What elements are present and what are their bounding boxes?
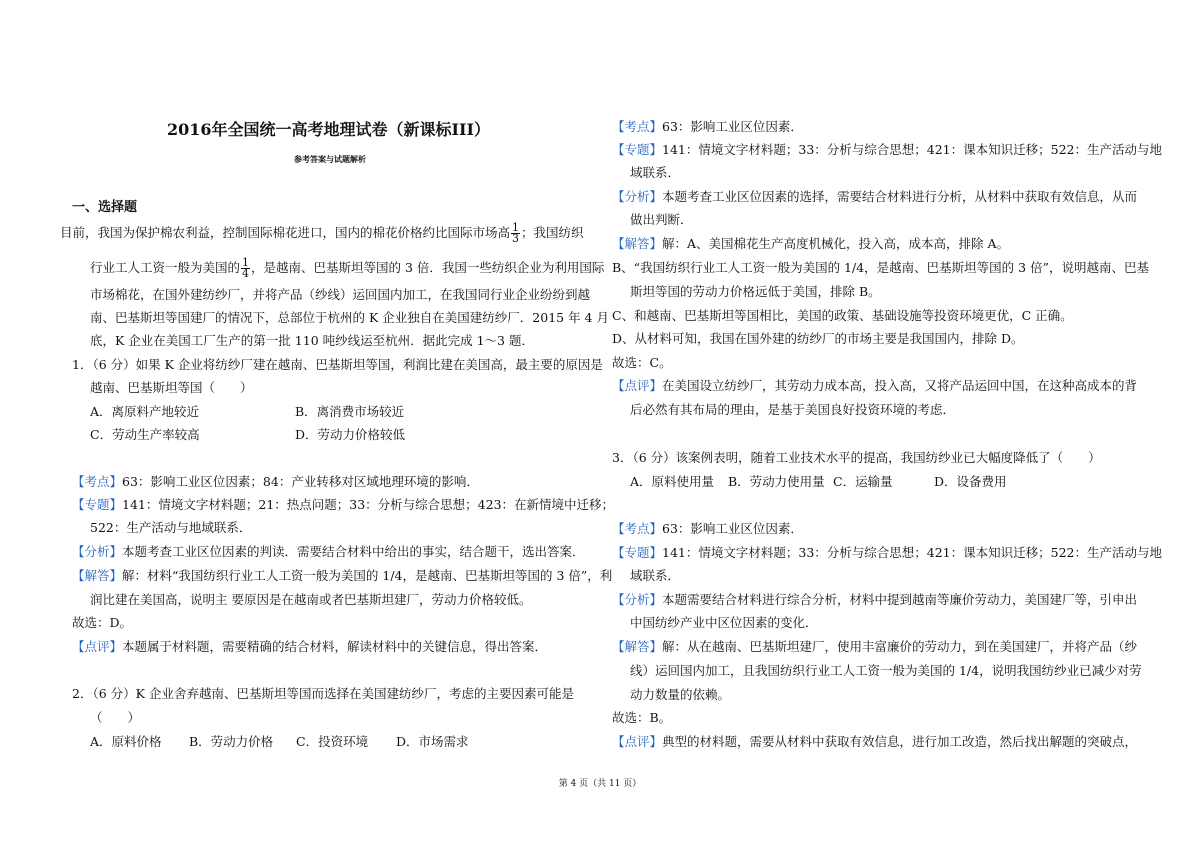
q2-dianping: 【点评】在美国设立纺纱厂，其劳动力成本高，投入高，又将产品运回中国，在这种高成本的背 <box>612 378 1138 393</box>
q2-option-d: D．市场需求 <box>396 734 469 749</box>
q3-jieda-cont-1: 线）运回国内加工，且我国纺织行业工人工资一般为美国的 1/4，说明我国纺纱业已减少对劳 <box>630 663 1142 678</box>
q3-zhuanti: 【专题】141：情境文字材料题；33：分析与综合思想；421：课本知识迁移；522：生产活动与地 <box>612 545 1162 560</box>
q2-fenxi-cont: 做出判断． <box>630 212 693 227</box>
q3-stem: 3．（6 分）该案例表明，随着工业技术水平的提高，我国纺纱业已大幅度降低了（ ） <box>612 450 1101 465</box>
q1-kaodian: 【考点】63：影响工业区位因素；84：产业转移对区域地理环境的影响． <box>72 474 479 489</box>
material-line-1: 目前，我国为保护棉农利益，控制国际棉花进口，国内的棉花价格约比国际市场高 $\frac{1}{3}$ ；我国纺织 <box>60 221 584 245</box>
q1-option-d: D．劳动力价格较低 <box>295 427 406 442</box>
q2-option-b: B．劳动力价格 <box>189 734 274 749</box>
q1-zhuanti-cont: 522：生产活动与地域联系． <box>90 520 252 535</box>
q2-fenxi: 【分析】本题考查工业区位因素的选择，需要结合材料进行分析，从材料中获取有效信息，从而 <box>612 189 1138 204</box>
q2-jieda-c: C、和越南、巴基斯坦等国相比，美国的政策、基础设施等投资环境更优，C 正确。 <box>612 308 1073 323</box>
q1-fenxi: 【分析】本题考查工业区位因素的判读．需要结合材料中给出的事实，结合题干，选出答案． <box>72 544 585 559</box>
q3-fenxi-cont: 中国纺纱产业中区位因素的变化． <box>630 615 818 630</box>
q2-stem-line-1: 2．（6 分）K 企业舍弃越南、巴基斯坦等国而选择在美国建纺纱厂，考虑的主要因素可能是 <box>72 686 574 701</box>
q3-dianping: 【点评】典型的材料题，需要从材料中获取有效信息，进行加工改造，然后找出解题的突破点， <box>612 734 1138 749</box>
page-title: 2016年全国统一高考地理试卷（新课标III） <box>167 120 490 139</box>
q2-option-c: C．投资环境 <box>296 734 369 749</box>
q1-option-b: B．离消费市场较近 <box>295 404 405 419</box>
q1-dianping: 【点评】本题属于材料题，需要精确的结合材料，解读材料中的关键信息，得出答案． <box>72 639 548 654</box>
q2-jieda-b-cont: 斯坦等国的劳动力价格远低于美国，排除 B。 <box>630 284 881 299</box>
q1-choice: 故选：D。 <box>72 615 133 630</box>
page-subtitle: 参考答案与试题解析 <box>294 154 366 164</box>
material-line-3: 市场棉花，在国外建纺纱厂，并将产品（纱线）运回国内加工，在我国同行业企业纷纷到越 <box>90 287 591 302</box>
q3-choice: 故选：B。 <box>612 710 672 725</box>
q3-option-c: C．运输量 <box>833 474 893 489</box>
q1-jieda-cont: 润比建在美国高，说明主 要原因是在越南或者巴基斯坦建厂，劳动力价格较低。 <box>90 592 532 607</box>
q2-zhuanti: 【专题】141：情境文字材料题；33：分析与综合思想；421：课本知识迁移；522：生产活动与地 <box>612 142 1162 157</box>
q3-option-b: B．劳动力使用量 <box>728 474 825 489</box>
q3-option-d: D．设备费用 <box>934 474 1007 489</box>
q2-jieda-d: D、从材料可知，我国在国外建的纺纱厂的市场主要是我国国内，排除 D。 <box>612 331 1024 346</box>
q1-stem-line-2: 越南、巴基斯坦等国（ ） <box>90 380 253 395</box>
q3-kaodian: 【考点】63：影响工业区位因素． <box>612 521 803 536</box>
q2-option-a: A．原料价格 <box>90 734 162 749</box>
q3-jieda-cont-2: 动力数量的依赖。 <box>630 687 731 702</box>
page-footer: 第 4 页（共 11 页） <box>558 779 642 789</box>
material-line-2: 行业工人工资一般为美国的 $\frac{1}{4}$ ，是越南、巴基斯坦等国的 3 倍．我国一些纺织企业为利用国际 <box>90 256 605 280</box>
q1-option-a: A．离原料产地较近 <box>90 404 200 419</box>
q2-jieda: 【解答】解：A、美国棉花生产高度机械化，投入高，成本高，排除 A。 <box>612 236 1010 251</box>
q2-jieda-b: B、“我国纺织行业工人工资一般为美国的 1/4，是越南、巴基斯坦等国的 3 倍”，说明越南、巴基 <box>612 260 1149 275</box>
q2-choice: 故选：C。 <box>612 355 672 370</box>
q1-jieda: 【解答】解：材料“我国纺织行业工人工资一般为美国的 1/4，是越南、巴基斯坦等国的 3 倍”，利 <box>72 568 613 583</box>
q3-zhuanti-cont: 域联系． <box>630 568 681 583</box>
q2-zhuanti-cont: 域联系． <box>630 165 681 180</box>
q2-dianping-cont: 后必然有其布局的理由，是基于美国良好投资环境的考虑． <box>630 402 956 417</box>
q2-stem-line-2: （ ） <box>90 710 141 725</box>
q3-fenxi: 【分析】本题需要结合材料进行综合分析，材料中提到越南等廉价劳动力，美国建厂等，引申出 <box>612 592 1138 607</box>
section-heading: 一、选择题 <box>72 200 138 215</box>
fraction-one-quarter: $\frac{1}{4}$ <box>242 256 250 280</box>
material-line-4: 南、巴基斯坦等国建厂的情况下，总部位于杭州的 K 企业独自在美国建纺纱厂．2015 年 4 月 <box>90 310 609 325</box>
q1-zhuanti: 【专题】141：情境文字材料题；21：热点问题；33：分析与综合思想；423：在新情境中迁移； <box>72 497 615 512</box>
q1-stem-line-1: 1．（6 分）如果 K 企业将纺纱厂建在越南、巴基斯坦等国，利润比建在美国高，最主要的原因是 <box>72 357 603 372</box>
q2-kaodian: 【考点】63：影响工业区位因素． <box>612 119 803 134</box>
material-line-5: 底，K 企业在美国工厂生产的第一批 110 吨纱线运至杭州．据此完成 1～3 题． <box>90 333 534 348</box>
q1-option-c: C．劳动生产率较高 <box>90 427 200 442</box>
q3-jieda: 【解答】解：从在越南、巴基斯坦建厂，使用丰富廉价的劳动力，到在美国建厂，并将产品（纱 <box>612 639 1138 654</box>
fraction-one-third: $\frac{1}{3}$ <box>512 221 520 245</box>
q3-option-a: A．原料使用量 <box>630 474 715 489</box>
